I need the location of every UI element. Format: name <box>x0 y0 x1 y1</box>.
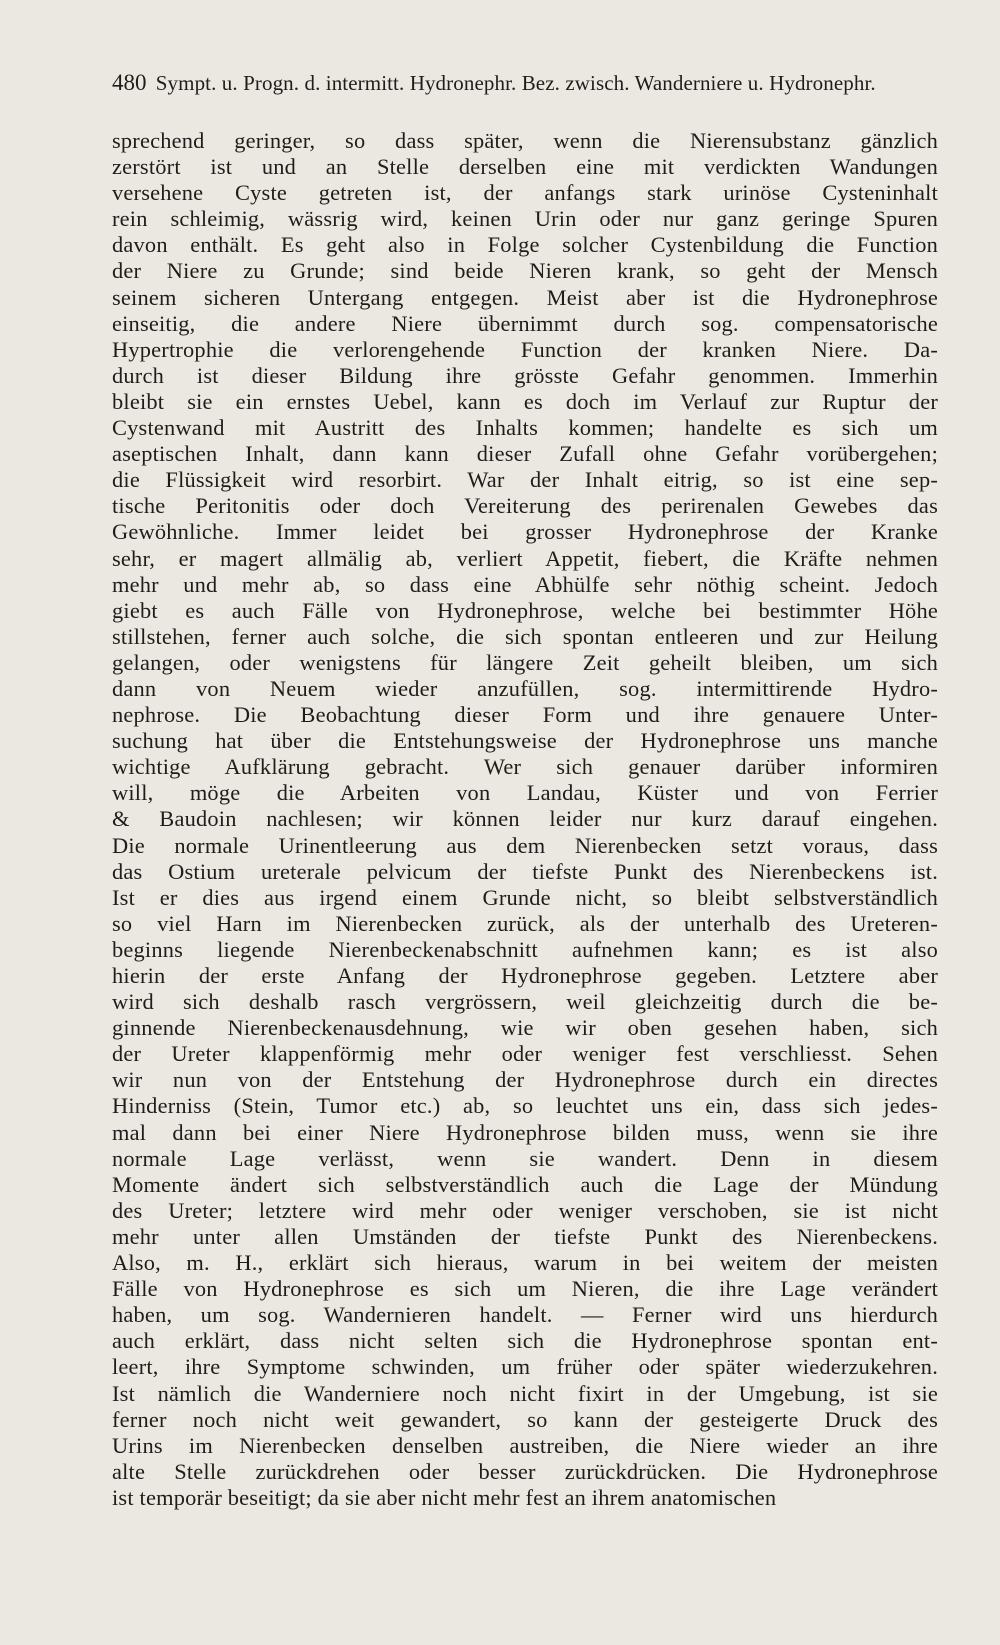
running-header <box>112 70 942 96</box>
text-line: wir nun von der Entstehung der Hydronephrose durch ein directes <box>112 1067 938 1093</box>
text-line: der Ureter klappenförmig mehr oder weniger fest verschliesst. Sehen <box>112 1041 938 1067</box>
text-line: einseitig, die andere Niere übernimmt durch sog. compensatorische <box>112 310 938 336</box>
text-line: durch ist dieser Bildung ihre grösste Gefahr genommen. Immerhin <box>112 362 938 388</box>
text-line: bleibt sie ein ernstes Uebel, kann es doch im Verlauf zur Ruptur der <box>112 388 938 414</box>
text-line: ginnende Nierenbeckenausdehnung, wie wir oben gesehen haben, sich <box>112 1015 938 1041</box>
running-title: Sympt. u. Progn. d. intermitt. Hydronephr. Bez. zwisch. Wanderniere u. Hydronephr. <box>155 71 876 95</box>
text-line: & Baudoin nachlesen; wir können leider nur kurz darauf eingehen. <box>112 806 938 832</box>
text-line: Fälle von Hydronephrose es sich um Nieren, die ihre Lage verändert <box>112 1276 938 1302</box>
text-line: davon enthält. Es geht also in Folge solcher Cystenbildung die Function <box>112 232 938 258</box>
text-line: mehr und mehr ab, so dass eine Abhülfe sehr nöthig scheint. Jedoch <box>112 571 938 597</box>
text-line: suchung hat über die Entstehungsweise der Hydronephrose uns manche <box>112 728 938 754</box>
text-line: rein schleimig, wässrig wird, keinen Urin oder nur ganz geringe Spuren <box>112 206 938 232</box>
text-line: Ist er dies aus irgend einem Grunde nicht, so bleibt selbstverständlich <box>112 884 938 910</box>
text-line: giebt es auch Fälle von Hydronephrose, welche bei bestimmter Höhe <box>112 597 938 623</box>
text-line: sprechend geringer, so dass später, wenn die Nierensubstanz gänzlich <box>112 128 938 153</box>
text-line: hierin der erste Anfang der Hydronephrose gegeben. Letztere aber <box>112 963 938 988</box>
text-line: wird sich deshalb rasch vergrössern, weil gleichzeitig durch die be- <box>112 989 938 1015</box>
text-line: die Flüssigkeit wird resorbirt. War der Inhalt eitrig, so ist eine sep- <box>112 467 938 493</box>
text-line: tische Peritonitis oder doch Vereiterung des perirenalen Gewebes das <box>112 493 938 519</box>
page-number: 480 <box>112 70 147 95</box>
text-line: Momente ändert sich selbstverständlich auch die Lage der Mündung <box>112 1171 938 1197</box>
text-line: Cystenwand mit Austritt des Inhalts kommen; handelte es sich um <box>112 415 938 441</box>
text-line: Hypertrophie die verlorengehende Function der kranken Niere. Da- <box>112 336 938 362</box>
text-line: ferner noch nicht weit gewandert, so kann der gesteigerte Druck des <box>112 1406 938 1432</box>
text-line: gelangen, oder wenigstens für längere Zeit geheilt bleiben, um sich <box>112 649 938 675</box>
text-line: Ist nämlich die Wanderniere noch nicht fixirt in der Umgebung, ist sie <box>112 1380 938 1406</box>
text-line: mal dann bei einer Niere Hydronephrose bilden muss, wenn sie ihre <box>112 1119 938 1145</box>
text-line: Urins im Nierenbecken denselben austreiben, die Niere wieder an ihre <box>112 1432 938 1458</box>
text-line: so viel Harn im Nierenbecken zurück, als der unterhalb des Ureteren- <box>112 910 938 936</box>
text-line: mehr unter allen Umständen der tiefste Punkt des Nierenbeckens. <box>112 1223 938 1249</box>
text-line: Die normale Urinentleerung aus dem Nierenbecken setzt voraus, dass <box>112 832 938 858</box>
text-line: beginns liegende Nierenbeckenabschnitt aufnehmen kann; es ist also <box>112 936 938 962</box>
text-line: alte Stelle zurückdrehen oder besser zurückdrücken. Die Hydronephrose <box>112 1458 938 1484</box>
text-line: sehr, er magert allmälig ab, verliert Appetit, fiebert, die Kräfte nehmen <box>112 545 938 571</box>
text-line: will, möge die Arbeiten von Landau, Küster und von Ferrier <box>112 780 938 806</box>
text-line: aseptischen Inhalt, dann kann dieser Zufall ohne Gefahr vorübergehen; <box>112 441 938 467</box>
text-line: stillstehen, ferner auch solche, die sich spontan entleeren und zur Heilung <box>112 623 938 649</box>
text-line: des Ureter; letztere wird mehr oder weniger verschoben, sie ist nicht <box>112 1197 938 1223</box>
text-line: dann von Neuem wieder anzufüllen, sog. intermittirende Hydro- <box>112 675 938 701</box>
text-line: Hinderniss (Stein, Tumor etc.) ab, so leuchtet uns ein, dass sich jedes- <box>112 1093 938 1119</box>
text-line: nephrose. Die Beobachtung dieser Form und ihre genauere Unter- <box>112 702 938 728</box>
text-line: normale Lage verlässt, wenn sie wandert. Denn in diesem <box>112 1145 938 1171</box>
text-line: das Ostium ureterale pelvicum der tiefste Punkt des Nierenbeckens ist. <box>112 858 938 884</box>
text-line: der Niere zu Grunde; sind beide Nieren krank, so geht der Mensch <box>112 258 938 284</box>
text-line: auch erklärt, dass nicht selten sich die Hydronephrose spontan ent- <box>112 1328 938 1354</box>
text-line: Gewöhnliche. Immer leidet bei grosser Hydronephrose der Kranke <box>112 519 938 545</box>
text-line: seinem sicheren Untergang entgegen. Meist aber ist die Hydronephrose <box>112 284 938 310</box>
text-line: zerstört ist und an Stelle derselben eine mit verdickten Wandungen <box>112 154 938 180</box>
text-line: ist temporär beseitigt; da sie aber nicht mehr fest an ihrem anatomischen <box>112 1484 777 1510</box>
text-line: leert, ihre Symptome schwinden, um früher oder später wiederzukehren. <box>112 1354 938 1380</box>
body-text <box>112 128 938 1511</box>
text-line: haben, um sog. Wandernieren handelt. — Ferner wird uns hierdurch <box>112 1302 938 1328</box>
text-line: Also, m. H., erklärt sich hieraus, warum in bei weitem der meisten <box>112 1250 938 1276</box>
text-line: wichtige Aufklärung gebracht. Wer sich genauer darüber informiren <box>112 754 938 780</box>
text-line: versehene Cyste getreten ist, der anfangs stark urinöse Cysteninhalt <box>112 180 938 206</box>
